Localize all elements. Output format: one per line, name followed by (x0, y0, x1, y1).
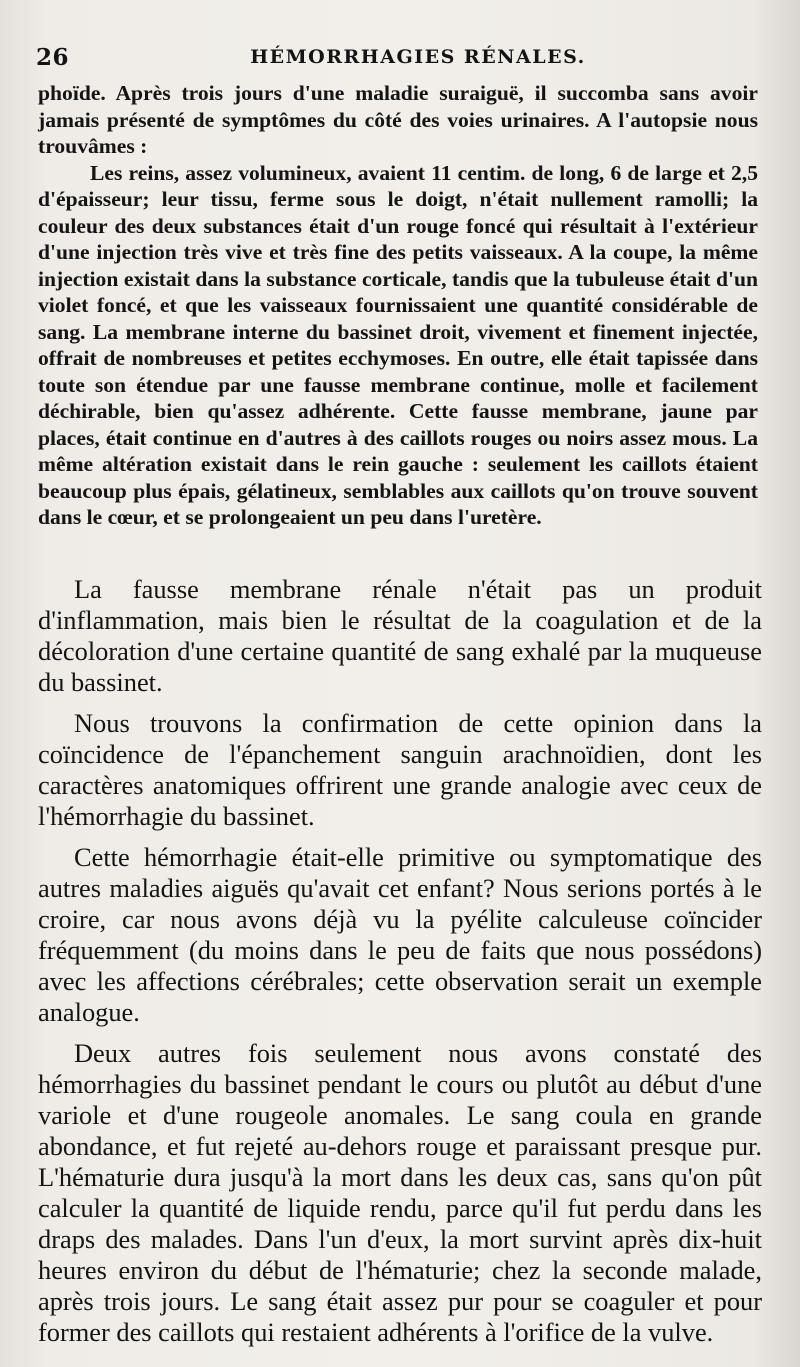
autopsy-findings-paragraph: Les reins, assez volumineux, avaient 11 centim. de long, 6 de large et 2,5 d'épaisseur; leur tissu, ferme sous le doigt, n'était nullement ramolli; la couleur des deux substances était d'un rouge foncé qui résultait à l'extérieur d'une injection très vive et très fine des petits vaisseaux. A la coupe, la même injection existait dans la substance corticale, tandis que la tubuleuse était d'un violet foncé, et que les vaisseaux fournissaient une quantité considérable de sang. La membrane interne du bassinet droit, vivement et finement injectée, offrait de nombreuses et petites ecchymoses. En outre, elle était tapissée dans toute son étendue par une fausse membrane continue, molle et facilement déchirable, bien qu'assez adhérente. Cette fausse membrane, jaune par places, était continue en d'autres à des caillots rouges ou noirs assez mous. La même altération existait dans le rein gauche : seulement les caillots étaient beaucoup plus épais, gélatineux, semblables aux caillots qu'on trouve souvent dans le cœur, et se prolongeaient un peu dans l'uretère. (38, 160, 758, 529)
page-header (36, 44, 760, 74)
body-paragraph-3: Cette hémorrhagie était-elle primitive ou symptomatique des autres maladies aiguës qu'avait cet enfant? Nous serions portés à le croire, car nous avons déjà vu la pyélite calculeuse coïncider fréquemment (du moins dans le peu de faits que nous possédons) avec les affections cérébrales; cette observation serait un exemple analogue. (38, 842, 762, 1027)
observation-intro-paragraph: phoïde. Après trois jours d'une maladie suraiguë, il succomba sans avoir jamais présenté de symptômes du côté des voies urinaires. A l'autopsie nous trouvâmes : (38, 81, 758, 158)
body-paragraph-2: Nous trouvons la confirmation de cette opinion dans la coïncidence de l'épanchement sanguin arachnoïdien, dont les caractères anatomiques offrirent une grande analogie avec ceux de l'hémorrhagie du bassinet. (38, 708, 762, 831)
main-text-block (38, 574, 762, 1348)
running-title: HÉMORRHAGIES RÉNALES. (250, 46, 586, 68)
page-number: 26 (36, 44, 70, 71)
body-paragraph-4: Deux autres fois seulement nous avons constaté des hémorrhagies du bassinet pendant le cours ou plutôt au début d'une variole et d'une rougeole anomales. Le sang coula en grande abondance, et fut rejeté au-dehors rouge et paraissant presque pur. L'hématurie dura jusqu'à la mort dans les deux cas, sans qu'on pût calculer la quantité de liquide rendu, parce qu'il fut perdu dans les draps des malades. Dans l'un d'eux, la mort survint après dix-huit heures environ du début de l'hématurie; chez la seconde malade, après trois jours. Le sang était assez pur pour se coaguler et pour former des caillots qui restaient adhérents à l'orifice de la vulve. (38, 1038, 762, 1347)
body-paragraph-1: La fausse membrane rénale n'était pas un produit d'inflammation, mais bien le résultat de la coagulation et de la décoloration d'une certaine quantité de sang exhalé par la muqueuse du bassinet. (38, 574, 762, 697)
observation-block (38, 80, 758, 531)
